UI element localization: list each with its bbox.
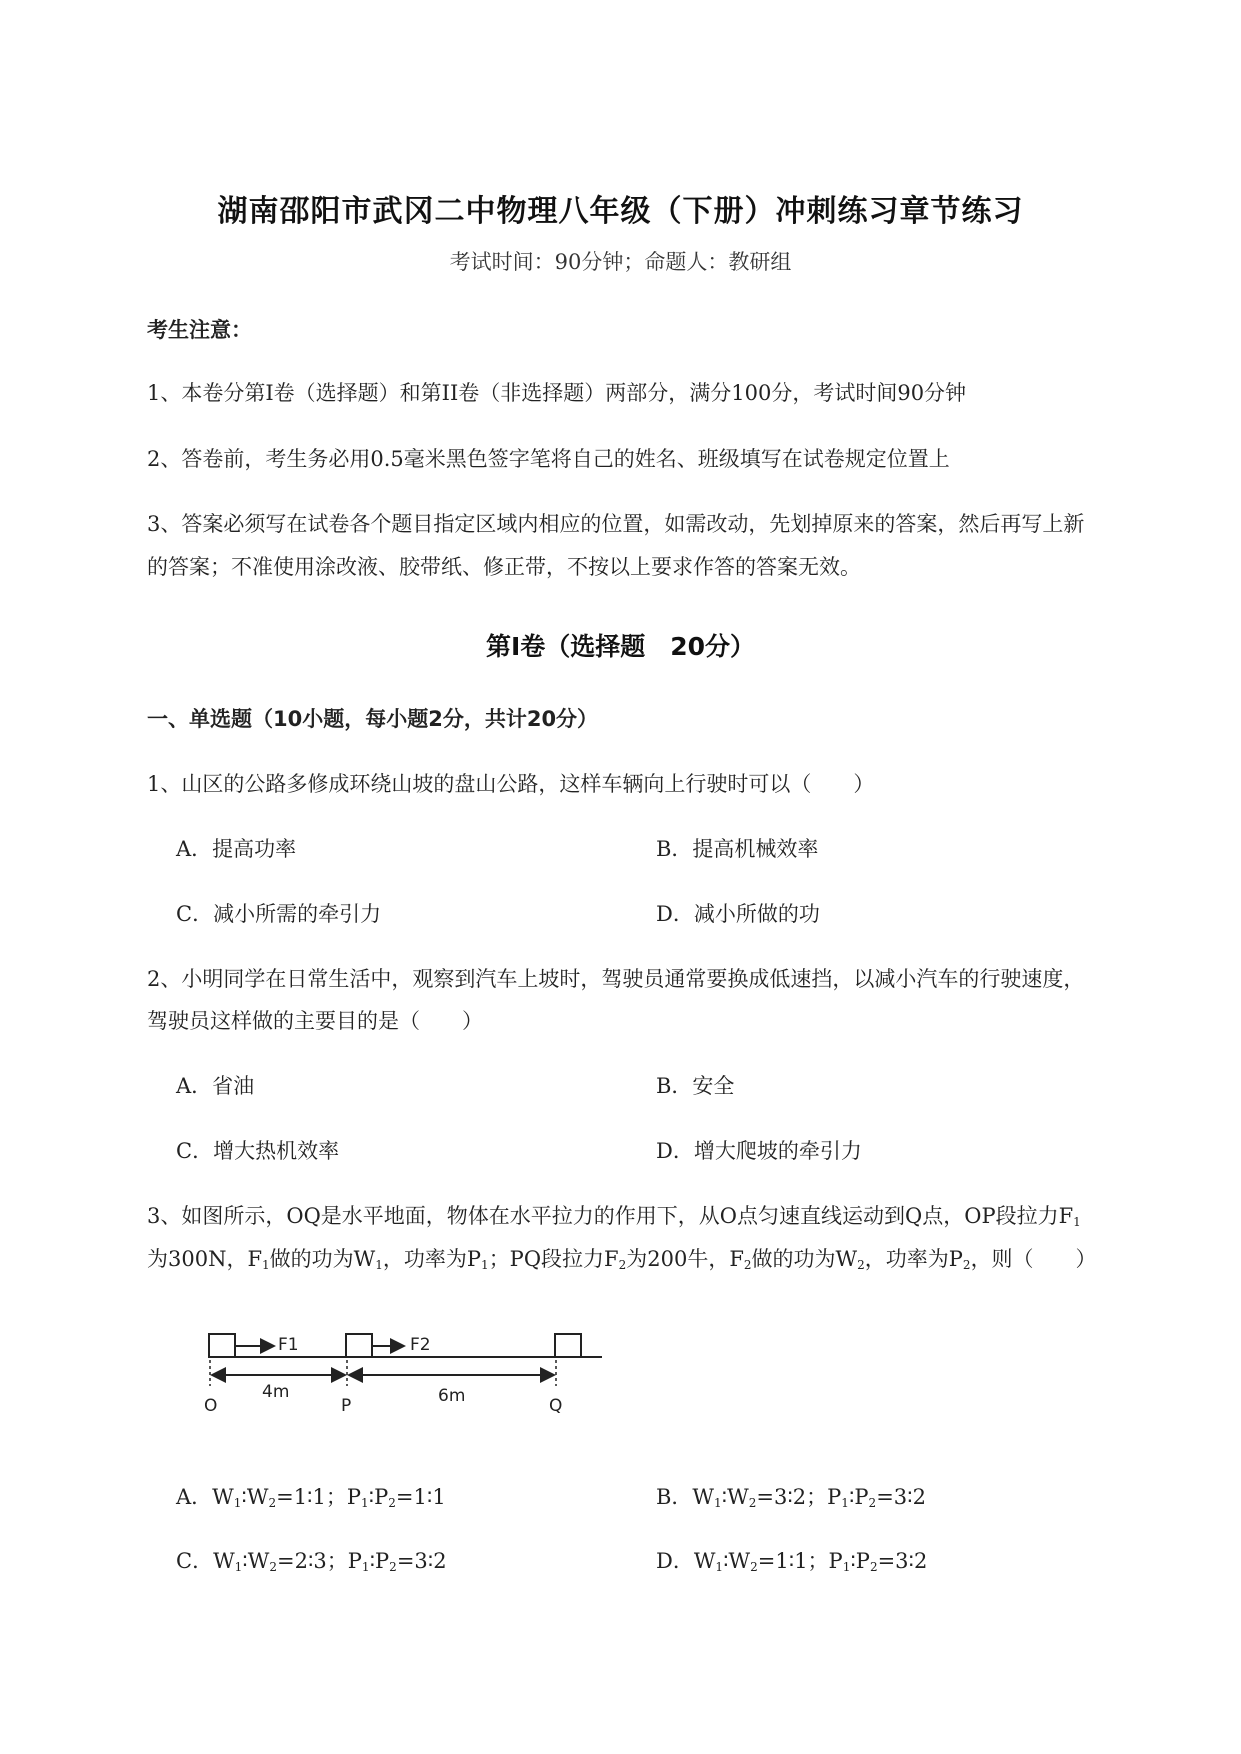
label-4m: 4m: [262, 1382, 290, 1402]
part-heading: 一、单选题（10小题，每小题2分，共计20分）: [147, 707, 599, 731]
question-3-stem: 3、如图所示，OQ是水平地面，物体在水平拉力的作用下，从O点匀速直线运动到Q点，OP段拉力$F_1$: [147, 1204, 1081, 1229]
question-2-option-b[interactable]: B．安全: [656, 1074, 735, 1098]
question-2-option-a[interactable]: A．省油: [176, 1074, 255, 1098]
notice-item-3-cont: 的答案；不准使用涂改液、胶带纸、修正带，不按以上要求作答的答案无效。: [147, 555, 861, 579]
block-at-q: [555, 1334, 581, 1357]
question-2-option-c[interactable]: C．增大热机效率: [176, 1139, 340, 1163]
notice-item-3: 3、答案必须写在试卷各个题目指定区域内相应的位置，如需改动，先划掉原来的答案，然后再写上新: [147, 512, 1085, 536]
label-o: O: [204, 1396, 218, 1416]
notice-heading: 考生注意：: [147, 318, 252, 342]
question-1-option-c[interactable]: C．减小所需的牵引力: [176, 902, 382, 926]
question-3-option-a[interactable]: A．$W_1∶W_2=1∶1$；$P_1∶P_2=1∶1$: [176, 1485, 446, 1510]
question-3-option-c[interactable]: C．$W_1∶W_2=2∶3$；$P_1∶P_2=3∶2$: [176, 1549, 447, 1574]
notice-item-1: 1、本卷分第I卷（选择题）和第II卷（非选择题）两部分，满分100分，考试时间90分钟: [147, 381, 967, 405]
label-f1: F1: [278, 1335, 299, 1355]
section-title: 第I卷（选择题 20分）: [485, 632, 756, 661]
page-title: 湖南邵阳市武冈二中物理八年级（下册）冲刺练习章节练习: [217, 194, 1024, 229]
force-diagram: [200, 1320, 620, 1420]
question-1-option-b[interactable]: B．提高机械效率: [656, 837, 819, 861]
question-3-option-b[interactable]: B．$W_1∶W_2=3∶2$；$P_1∶P_2=3∶2$: [656, 1485, 926, 1510]
question-1-option-a[interactable]: A．提高功率: [176, 837, 297, 861]
block-at-o: [209, 1334, 235, 1357]
label-f2: F2: [410, 1335, 431, 1355]
question-1-stem: 1、山区的公路多修成环绕山坡的盘山公路，这样车辆向上行驶时可以（ ）: [147, 772, 875, 796]
question-3-stem-cont: 为300N，$F_1$做的功为$W_1$，功率为$P_1$；PQ段拉力$F_2$为200牛，$F_2$做的功为$W_2$，功率为$P_2$，则（ ）: [147, 1247, 1097, 1272]
label-6m: 6m: [438, 1386, 466, 1406]
label-p: P: [341, 1396, 352, 1416]
question-2-stem: 2、小明同学在日常生活中，观察到汽车上坡时，驾驶员通常要换成低速挡，以减小汽车的行驶速度，: [147, 967, 1085, 991]
block-at-p: [346, 1334, 372, 1357]
question-3-option-d[interactable]: D．$W_1∶W_2=1∶1$；$P_1∶P_2=3∶2$: [656, 1549, 928, 1574]
question-2-stem-cont: 驾驶员这样做的主要目的是（ ）: [147, 1009, 483, 1033]
question-2-option-d[interactable]: D．增大爬坡的牵引力: [656, 1139, 862, 1163]
question-1-option-d[interactable]: D．减小所做的功: [656, 902, 820, 926]
exam-info: 考试时间：90分钟；命题人：教研组: [449, 250, 792, 274]
notice-item-2: 2、答卷前，考生务必用0.5毫米黑色签字笔将自己的姓名、班级填写在试卷规定位置上: [147, 447, 950, 471]
label-q: Q: [549, 1396, 563, 1416]
